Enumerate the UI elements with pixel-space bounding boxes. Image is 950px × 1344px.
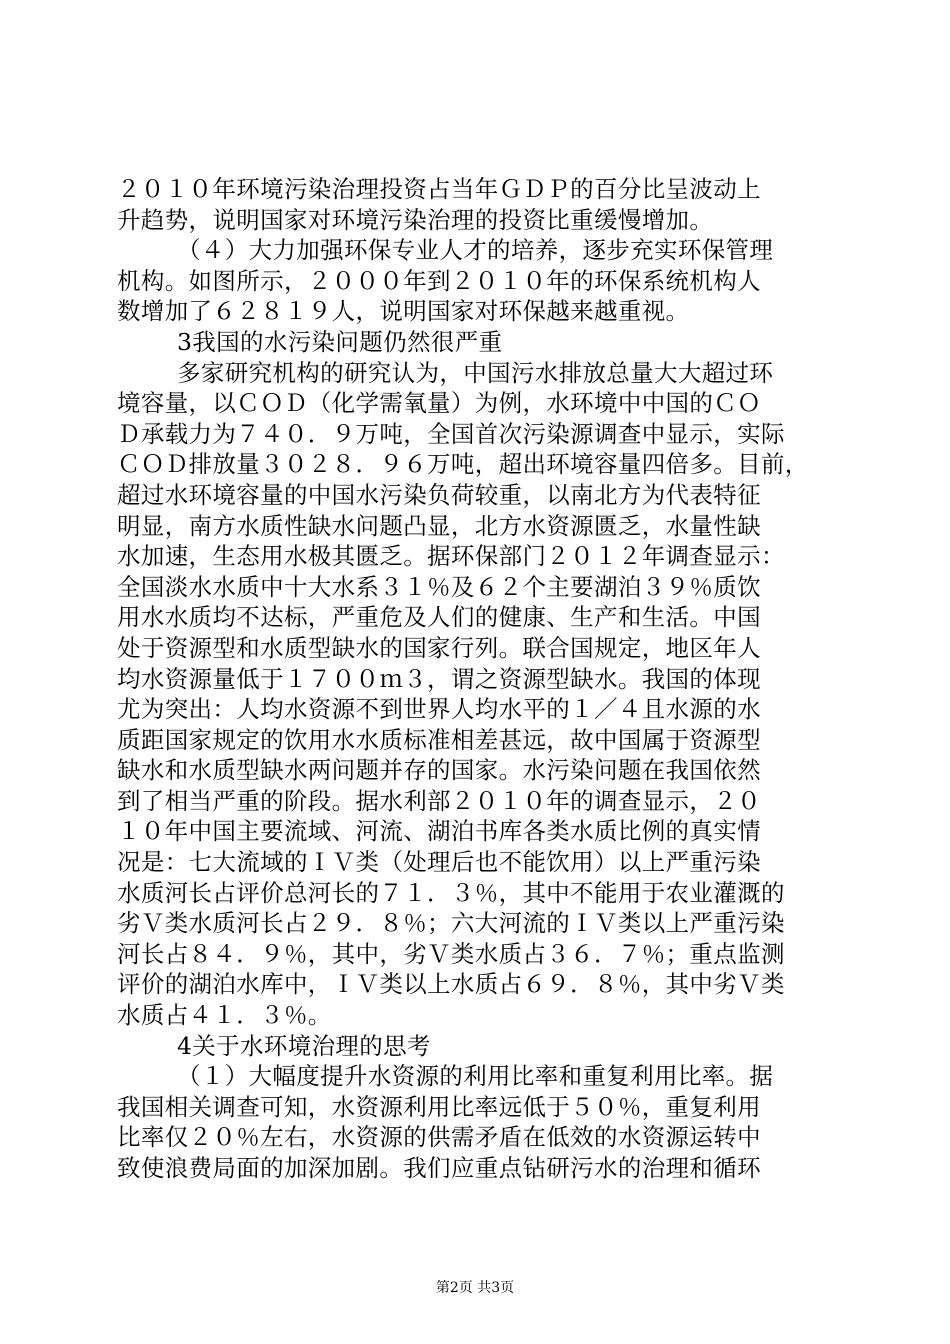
- text-line: 况是：七大流域的ＩＶ类（处理后也不能饮用）以上严重污染: [117, 848, 761, 877]
- text-line: 均水资源量低于１７００ｍ３，谓之资源型缺水。我国的体现: [117, 664, 761, 693]
- body-text: [117, 174, 837, 1184]
- text-line: 水质河长占评价总河长的７１．３％，其中不能用于农业灌溉的: [117, 878, 785, 907]
- text-line: 水质占４１．３％。: [117, 1001, 332, 1030]
- page-footer: 第2页 共3页: [435, 1280, 515, 1296]
- text-line: 升趋势，说明国家对环境污染治理的投资比重缓慢增加。: [117, 205, 714, 234]
- text-line: 机构。如图所示，２０００年到２０１０年的环保系统机构人: [117, 266, 761, 295]
- text-line: 4关于水环境治理的思考: [177, 1031, 431, 1060]
- text-line: 尤为突出：人均水资源不到世界人均水平的１／４且水源的水: [117, 695, 761, 724]
- text-line: 用水水质均不达标，严重危及人们的健康、生产和生活。中国: [117, 603, 761, 632]
- text-line: 河长占８４．９％，其中，劣Ｖ类水质占３６．７％；重点监测: [117, 939, 785, 968]
- text-line: 境容量，以ＣＯＤ（化学需氧量）为例，水环境中中国的ＣＯ: [117, 389, 761, 418]
- text-line: 3我国的水污染问题仍然很严重: [177, 327, 503, 356]
- text-line: 明显，南方水质性缺水问题凸显，北方水资源匮乏，水量性缺: [117, 511, 761, 540]
- text-line: ２０１０年环境污染治理投资占当年ＧＤＰ的百分比呈波动上: [117, 175, 761, 203]
- text-line: Ｄ承载力为７４０．９万吨，全国首次污染源调查中显示，实际: [117, 419, 785, 448]
- text-line: 超过水环境容量的中国水污染负荷较重，以南北方为代表特征: [117, 480, 761, 509]
- text-line: 处于资源型和水质型缺水的国家行列。联合国规定，地区年人: [117, 633, 761, 662]
- text-line: 评价的湖泊水库中，ＩＶ类以上水质占６９．８％，其中劣Ｖ类: [117, 970, 785, 999]
- text-line: （４）大力加强环保专业人才的培养，逐步充实环保管理: [177, 236, 774, 265]
- text-line: 劣Ｖ类水质河长占２９．８％；六大河流的ＩＶ类以上严重污染: [117, 909, 785, 938]
- text-line: 水加速，生态用水极其匮乏。据环保部门２０１２年调查显示：: [117, 542, 785, 571]
- text-line: 比率仅２０％左右，水资源的供需矛盾在低效的水资源运转中: [117, 1123, 761, 1152]
- text-line: ＣＯＤ排放量３０２８．９６万吨，超出环境容量四倍多。目前，: [117, 450, 809, 479]
- text-line: 缺水和水质型缺水两问题并存的国家。水污染问题在我国依然: [117, 756, 761, 785]
- text-line: 质距国家规定的饮用水水质标准相差甚远，故中国属于资源型: [117, 725, 761, 754]
- text-line: （１）大幅度提升水资源的利用比率和重复利用比率。据: [177, 1062, 774, 1091]
- text-line: 我国相关调查可知，水资源利用比率远低于５０％，重复利用: [117, 1092, 761, 1121]
- text-line: １０年中国主要流域、河流、湖泊书库各类水质比例的真实情: [117, 817, 761, 846]
- text-line: 到了相当严重的阶段。据水利部２０１０年的调查显示，２０: [117, 786, 761, 815]
- text-line: 全国淡水水质中十大水系３１％及６２个主要湖泊３９％质饮: [117, 572, 761, 601]
- text-line: 多家研究机构的研究认为，中国污水排放总量大大超过环: [177, 358, 774, 387]
- text-line: 数增加了６２８１９人，说明国家对环保越来越重视。: [117, 297, 690, 326]
- text-line: 致使浪费局面的加深加剧。我们应重点钻研污水的治理和循环: [117, 1154, 761, 1182]
